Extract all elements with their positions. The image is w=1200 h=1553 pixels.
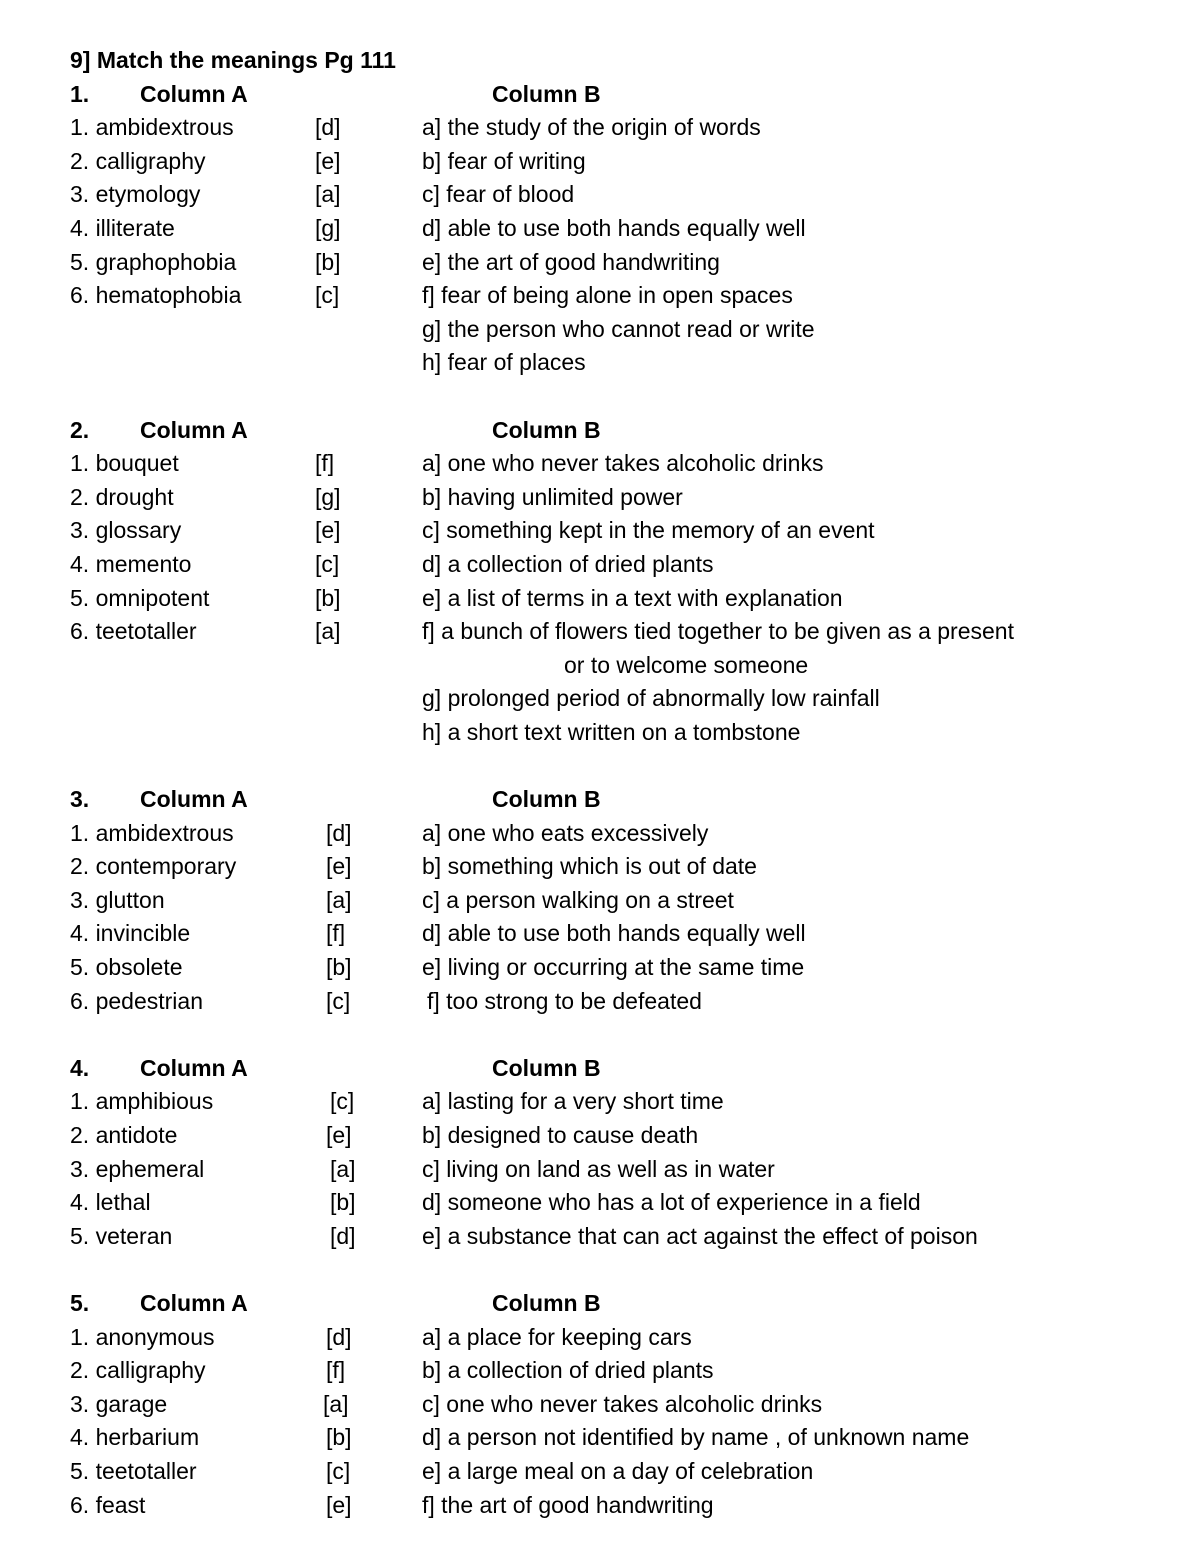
- match-row: [70, 313, 1170, 347]
- match-row: [70, 817, 1170, 851]
- section-number: 4.: [70, 1054, 90, 1081]
- term: 2. contemporary: [70, 853, 237, 880]
- definition: d] a person not identified by name , of unknown name: [422, 1424, 970, 1451]
- answer: [e]: [326, 853, 352, 880]
- term: 6. hematophobia: [70, 282, 242, 309]
- match-row: [70, 145, 1170, 179]
- match-row: [70, 951, 1170, 985]
- match-row: [70, 1153, 1170, 1187]
- term: 2. antidote: [70, 1122, 178, 1148]
- match-row: [70, 279, 1170, 313]
- definition: e] a list of terms in a text with explanation: [422, 584, 843, 611]
- match-row: [70, 1455, 1170, 1489]
- term: 5. omnipotent: [70, 584, 210, 611]
- answer: [d]: [330, 1222, 356, 1249]
- term: 4. memento: [70, 550, 192, 577]
- match-row: [70, 1388, 1170, 1422]
- term: 4. invincible: [70, 920, 191, 947]
- section-spacer: [70, 380, 1170, 414]
- section-spacer: [70, 1018, 1170, 1052]
- definition: f] the art of good handwriting: [422, 1491, 714, 1518]
- column-a-header: Column A: [140, 1289, 248, 1316]
- match-row: [70, 985, 1170, 1019]
- section-header: [70, 1052, 1170, 1086]
- term: 1. ambidextrous: [70, 819, 234, 846]
- term: 5. graphophobia: [70, 248, 237, 275]
- term: 6. teetotaller: [70, 618, 197, 645]
- term: 4. lethal: [70, 1189, 151, 1216]
- definition: a] one who eats excessively: [422, 819, 709, 846]
- answer: [e]: [326, 1122, 352, 1148]
- answer: [a]: [323, 1390, 349, 1417]
- answer: [d]: [326, 819, 352, 846]
- match-row: [70, 111, 1170, 145]
- definition: e] living or occurring at the same time: [422, 954, 805, 981]
- section-number: 2.: [70, 416, 90, 443]
- definition: g] prolonged period of abnormally low rainfall: [422, 685, 880, 712]
- term: 3. glossary: [70, 517, 182, 544]
- match-row: [70, 615, 1170, 649]
- match-row: [70, 548, 1170, 582]
- match-row: [70, 212, 1170, 246]
- definition-continuation: or to welcome someone: [564, 651, 809, 678]
- match-row: [70, 346, 1170, 380]
- term: 6. pedestrian: [70, 987, 203, 1014]
- column-b-header: Column B: [492, 786, 601, 813]
- definition: a] a place for keeping cars: [422, 1323, 692, 1350]
- definition: b] designed to cause death: [422, 1122, 699, 1148]
- section-header: [70, 783, 1170, 817]
- definition: e] a substance that can act against the effect of poison: [422, 1222, 978, 1249]
- definition: a] one who never takes alcoholic drinks: [422, 450, 824, 477]
- term: 3. glutton: [70, 886, 165, 913]
- definition: f] a bunch of flowers tied together to be given as a present: [422, 618, 1014, 645]
- answer: [e]: [315, 517, 341, 544]
- answer: [f]: [326, 920, 346, 947]
- answer: [b]: [326, 1424, 352, 1451]
- term: 3. ephemeral: [70, 1155, 205, 1182]
- match-row: [70, 716, 1170, 750]
- definition: c] something kept in the memory of an event: [422, 517, 875, 544]
- match-row: [70, 481, 1170, 515]
- section-spacer: [70, 1253, 1170, 1287]
- term: 5. veteran: [70, 1222, 173, 1249]
- column-a-header: Column A: [140, 80, 248, 107]
- answer: [f]: [326, 1357, 346, 1384]
- term: 1. amphibious: [70, 1088, 214, 1115]
- answer: [d]: [315, 114, 341, 141]
- answer: [b]: [330, 1189, 356, 1216]
- match-row: [70, 850, 1170, 884]
- definition: d] a collection of dried plants: [422, 550, 714, 577]
- answer: [a]: [330, 1155, 356, 1182]
- definition: c] one who never takes alcoholic drinks: [422, 1390, 823, 1417]
- answer: [d]: [326, 1323, 352, 1350]
- definition: c] a person walking on a street: [422, 886, 734, 913]
- match-row: [70, 582, 1170, 616]
- definition: e] a large meal on a day of celebration: [422, 1457, 814, 1484]
- match-row: [70, 884, 1170, 918]
- match-row: [70, 1489, 1170, 1523]
- definition: d] able to use both hands equally well: [422, 214, 806, 241]
- answer: [b]: [315, 584, 341, 611]
- term: 1. anonymous: [70, 1323, 215, 1350]
- match-row: [70, 1321, 1170, 1355]
- term: 3. etymology: [70, 181, 201, 208]
- column-a-header: Column A: [140, 416, 248, 443]
- section-header: [70, 78, 1170, 112]
- column-a-header: Column A: [140, 786, 248, 813]
- section-header: [70, 414, 1170, 448]
- answer: [a]: [315, 181, 341, 208]
- term: 2. calligraphy: [70, 147, 206, 174]
- page-title: 9] Match the meanings Pg 111: [70, 47, 396, 73]
- section-number: 3.: [70, 786, 90, 813]
- definition: d] someone who has a lot of experience in a field: [422, 1189, 921, 1216]
- match-row: [70, 1186, 1170, 1220]
- answer: [c]: [326, 987, 351, 1014]
- definition: f] too strong to be defeated: [427, 987, 702, 1014]
- definition: b] something which is out of date: [422, 853, 757, 880]
- definition: g] the person who cannot read or write: [422, 315, 815, 342]
- column-b-header: Column B: [492, 80, 601, 107]
- term: 2. calligraphy: [70, 1357, 206, 1384]
- match-row: [70, 1354, 1170, 1388]
- term: 1. ambidextrous: [70, 114, 234, 141]
- answer: [g]: [315, 483, 341, 510]
- definition: b] having unlimited power: [422, 483, 683, 510]
- term: 4. herbarium: [70, 1424, 200, 1451]
- answer: [b]: [326, 954, 352, 981]
- answer: [b]: [315, 248, 341, 275]
- answer: [g]: [315, 214, 341, 241]
- term: 4. illiterate: [70, 214, 175, 241]
- answer: [c]: [315, 550, 340, 577]
- definition: b] a collection of dried plants: [422, 1357, 714, 1384]
- answer: [e]: [315, 147, 341, 174]
- match-row: [70, 649, 1170, 683]
- document-page: [70, 44, 1170, 1522]
- term: 2. drought: [70, 483, 174, 510]
- term: 6. feast: [70, 1491, 146, 1518]
- definition: a] lasting for a very short time: [422, 1088, 724, 1115]
- term: 1. bouquet: [70, 450, 179, 477]
- answer: [a]: [326, 886, 352, 913]
- definition: a] the study of the origin of words: [422, 114, 761, 141]
- definition: h] fear of places: [422, 349, 586, 376]
- match-row: [70, 246, 1170, 280]
- section-number: 1.: [70, 80, 90, 107]
- column-b-header: Column B: [492, 416, 601, 443]
- definition: c] fear of blood: [422, 181, 575, 208]
- match-row: [70, 514, 1170, 548]
- column-a-header: Column A: [140, 1054, 248, 1081]
- section-spacer: [70, 749, 1170, 783]
- term: 5. teetotaller: [70, 1457, 197, 1484]
- match-row: [70, 447, 1170, 481]
- answer: [e]: [326, 1491, 352, 1518]
- definition: h] a short text written on a tombstone: [422, 718, 801, 745]
- answer: [f]: [315, 450, 335, 477]
- match-row: [70, 1119, 1170, 1153]
- term: 5. obsolete: [70, 954, 183, 981]
- answer: [c]: [326, 1457, 351, 1484]
- match-row: [70, 1085, 1170, 1119]
- match-row: [70, 178, 1170, 212]
- answer: [a]: [315, 618, 341, 645]
- column-b-header: Column B: [492, 1289, 601, 1316]
- term: 3. garage: [70, 1390, 168, 1417]
- column-b-header: Column B: [492, 1054, 601, 1081]
- match-row: [70, 1421, 1170, 1455]
- section-header: [70, 1287, 1170, 1321]
- definition: e] the art of good handwriting: [422, 248, 720, 275]
- match-row: [70, 682, 1170, 716]
- definition: f] fear of being alone in open spaces: [422, 282, 793, 309]
- answer: [c]: [330, 1088, 355, 1115]
- definition: c] living on land as well as in water: [422, 1155, 775, 1182]
- match-row: [70, 917, 1170, 951]
- definition: b] fear of writing: [422, 147, 586, 174]
- definition: d] able to use both hands equally well: [422, 920, 806, 947]
- section-number: 5.: [70, 1289, 90, 1316]
- answer: [c]: [315, 282, 340, 309]
- match-row: [70, 1220, 1170, 1254]
